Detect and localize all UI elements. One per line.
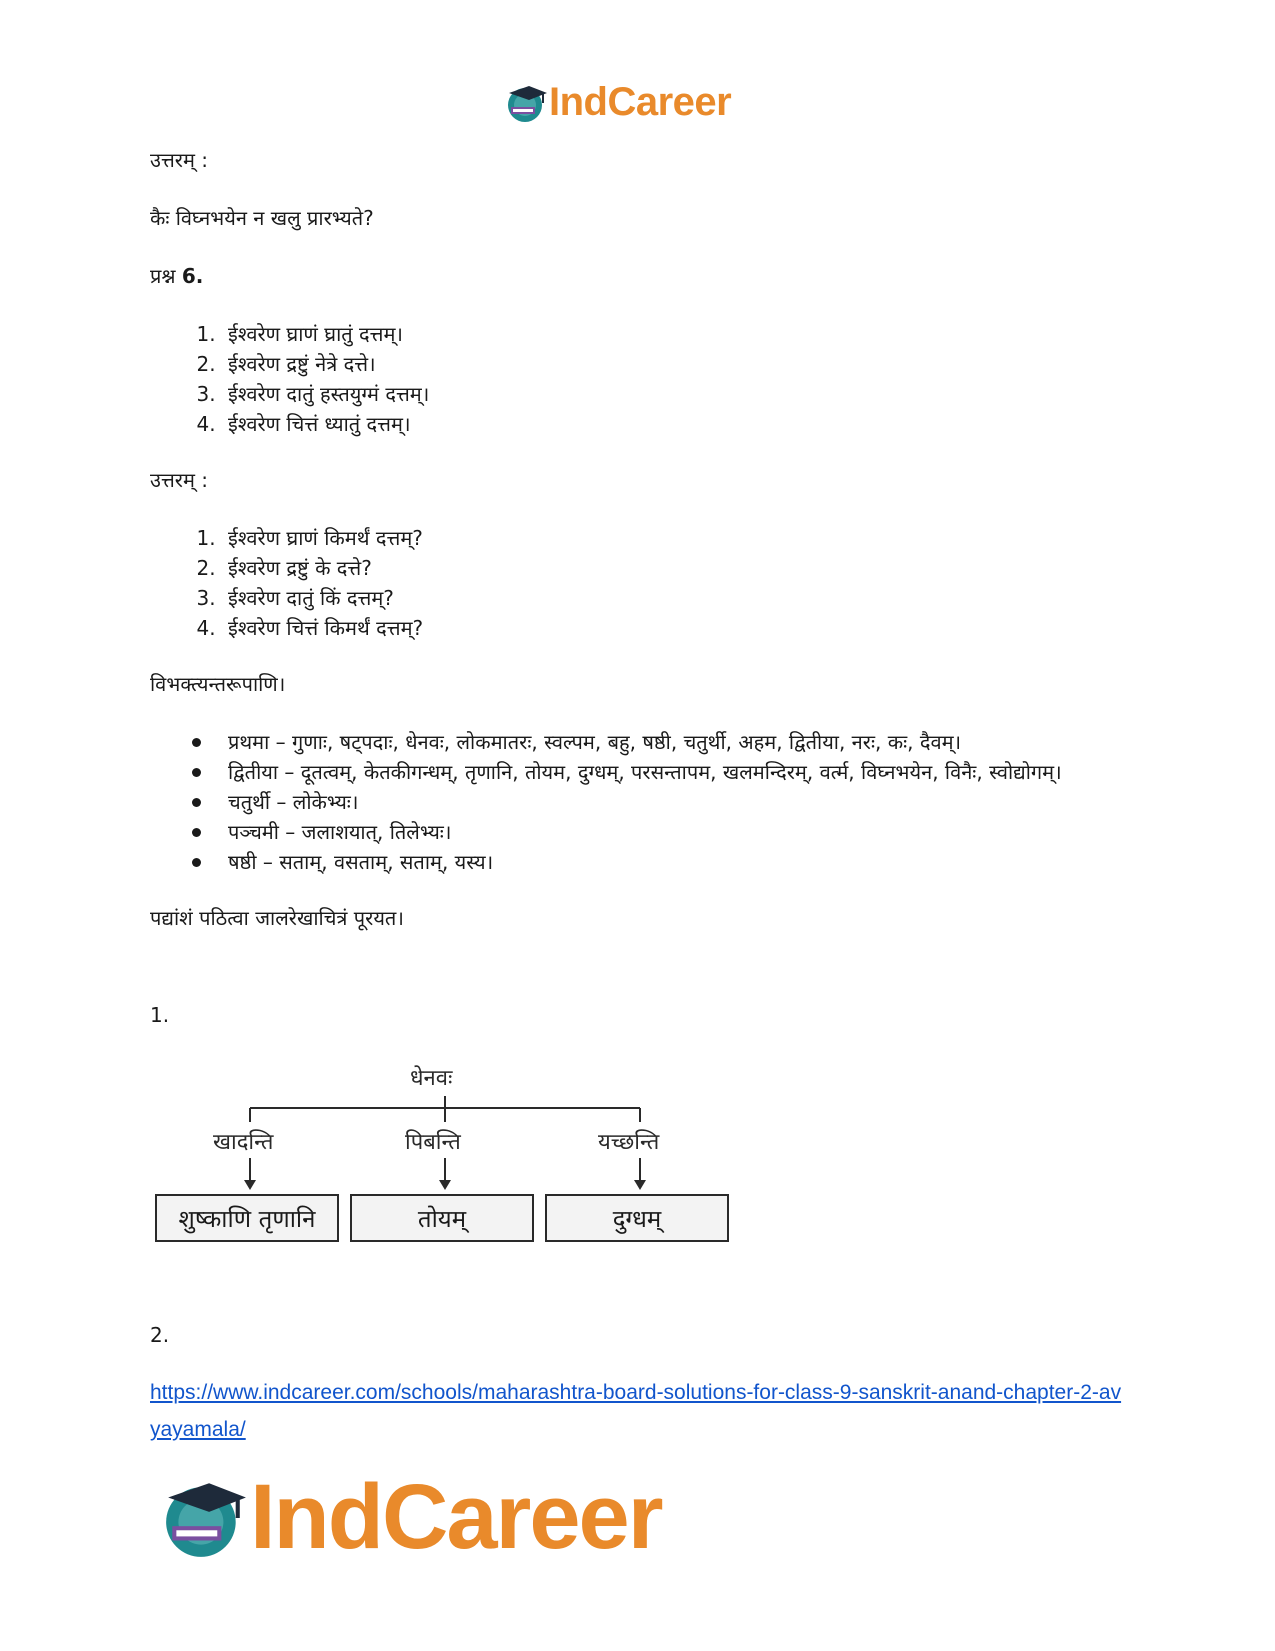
list-item: 1. ईश्वरेण घ्राणं घ्रातुं दत्तम्। [222, 319, 1130, 349]
item-1-label: 1. [150, 1003, 170, 1027]
logo-wordmark: IndCareer [250, 1466, 662, 1568]
diagram-verb: खादन्ति [213, 1130, 274, 1155]
list-item: 4. ईश्वरेण चित्तं किमर्थं दत्तम्? [222, 613, 1130, 643]
link-block [150, 1375, 1130, 1449]
item-2-label: 2. [150, 1323, 170, 1347]
list-item: षष्ठी – सताम्, वसताम्, सताम्, यस्य। [222, 847, 1130, 877]
question-number: 6. [181, 264, 204, 288]
diagram-verb: यच्छन्ति [598, 1130, 660, 1155]
answer-label-2: उत्तरम् : [150, 468, 209, 492]
list-item: 3. ईश्वरेण दातुं हस्तयुग्मं दत्तम्। [222, 379, 1130, 409]
list-item: चतुर्थी – लोकेभ्यः। [222, 787, 1130, 817]
list-item: प्रथमा – गुणाः, षट्पदाः, धेनवः, लोकमातरः, स्वल्पम, बहु, षष्ठी, चतुर्थी, अहम, द्वितीया, नरः, कः, दैवम्। [222, 727, 1130, 757]
graduation-globe-icon [160, 1475, 250, 1561]
source-link[interactable]: https://www.indcareer.com/schools/maharashtra-board-solutions-for-class-9-sanskrit-anand-chapter-2-avyayamala/ [150, 1381, 1122, 1441]
diagram-box: दुग्धम् [545, 1194, 729, 1242]
list-item: 4. ईश्वरेण चित्तं ध्यातुं दत्तम्। [222, 409, 1130, 439]
list-item: पञ्चमी – जलाशयात्, तिलेभ्यः। [222, 817, 1130, 847]
graduation-globe-icon [505, 83, 549, 123]
question-list [150, 319, 1130, 439]
diagram-box: तोयम् [350, 1194, 534, 1242]
vibhakti-heading: विभक्त्यन्तरूपाणि। [150, 672, 286, 696]
answer-text: कैः विघ्नभयेन न खलु प्रारभ्यते? [150, 206, 374, 230]
indcareer-logo-top [505, 80, 731, 125]
list-item: 3. ईश्वरेण दातुं किं दत्तम्? [222, 583, 1130, 613]
question-label: प्रश्न [150, 264, 176, 288]
diagram-box: शुष्काणि तृणानि [155, 1194, 339, 1242]
question-heading [150, 261, 1130, 291]
answer-list [150, 523, 1130, 643]
vibhakti-list [150, 727, 1130, 877]
diagram-verb: पिबन्ति [405, 1130, 461, 1155]
list-item: 2. ईश्वरेण द्रष्टुं के दत्ते? [222, 553, 1130, 583]
list-item: 2. ईश्वरेण द्रष्टुं नेत्रे दत्ते। [222, 349, 1130, 379]
answer-label: उत्तरम् : [150, 148, 209, 172]
list-item: 1. ईश्वरेण घ्राणं किमर्थं दत्तम्? [222, 523, 1130, 553]
concept-diagram [155, 1062, 765, 1262]
diagram-heading: पद्यांशं पठित्वा जालरेखाचित्रं पूरयत। [150, 906, 404, 930]
logo-wordmark: IndCareer [549, 80, 732, 124]
page-content [150, 145, 1130, 961]
list-item: द्वितीया – दूतत्वम्, केतकीगन्धम्, तृणानि, तोयम, दुग्धम्, परसन्तापम, खलमन्दिरम्, वर्त्म, विघ्नभयेन, विनैः, स्वोद्योगम्। [222, 757, 1130, 787]
indcareer-logo-bottom [160, 1465, 662, 1570]
diagram-root: धेनवः [410, 1066, 453, 1091]
